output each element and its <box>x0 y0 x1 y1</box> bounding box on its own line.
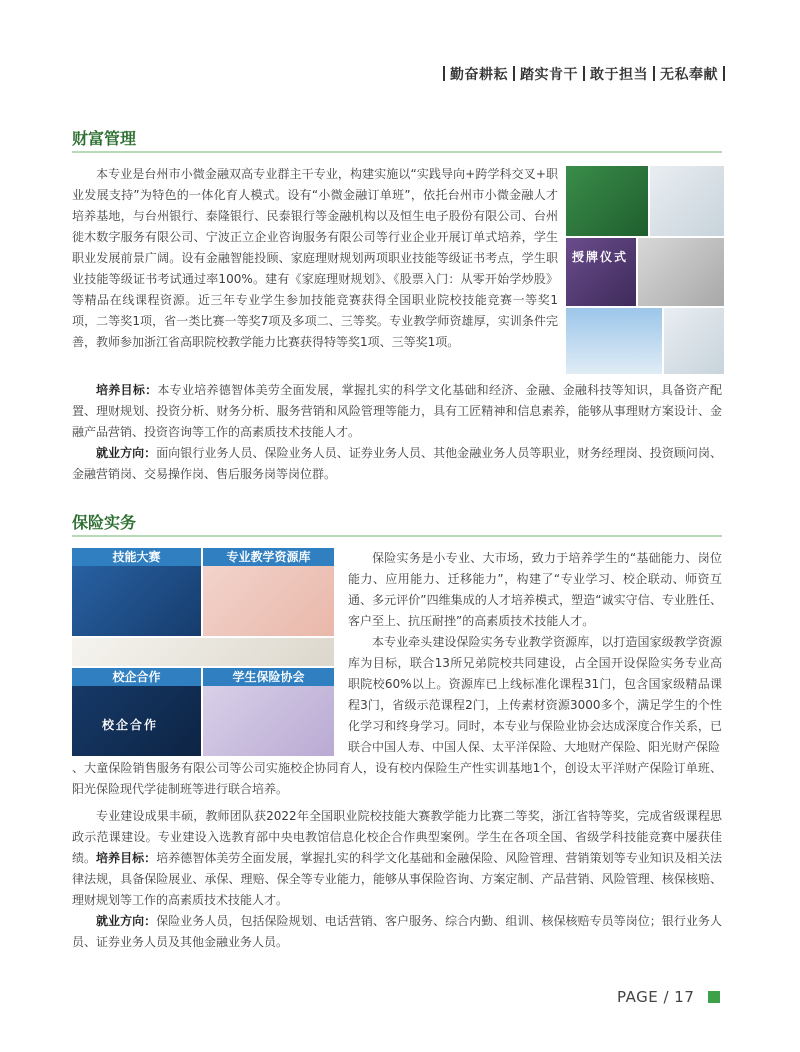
insurance-p2-wrap <box>348 632 722 758</box>
wealth-intro: 本专业是台州市小微金融双高专业群主干专业，构建实施以“实践导向+跨学科交叉+职业发展支持”为特色的一体化育人模式。设有“小微金融订单班”，依托台州市小微金融人才培养基地，与台州银行、泰隆银行、民泰银行等金融机构以及恒生电子股份有限公司、台州徙木数字服务有限公司、宁波正立企业咨询服务有限公司等行业企业开展订单式培养，学生职业发展前景广阔。设有金融智能投顾、家庭理财规划两项职业技能等级证书考点，学生职业技能等级证书考试通过率100%。建有《家庭理财规划》、《股票入门：从零开始学炒股》等精品在线课程资源。近三年专业学生参加技能竞赛获得全国职业院校技能竞赛一等奖1项，二等奖1项，省一类比赛一等奖7项及多项二、三等奖。专业教学师资雄厚，实训条件完善，教师参加浙江省高职院校教学能力比赛获得特等奖1项、三等奖1项。 <box>72 167 558 349</box>
caption: 学生保险协会 <box>203 668 334 686</box>
slogan-4: 无私奉献 <box>660 67 718 83</box>
wealth-photo-collage <box>566 166 724 374</box>
divider <box>443 66 445 81</box>
ceremony-text: 授牌仪式 <box>572 250 629 264</box>
section-rule <box>72 151 722 153</box>
divider <box>583 66 585 81</box>
slogan-2: 踏实肯干 <box>520 67 578 83</box>
photo-certificates <box>72 638 334 666</box>
job-label: 就业方向： <box>96 446 157 460</box>
document-photo <box>664 308 724 374</box>
insurance-p2-continuation: 、大童保险销售服务有限公司等公司实施校企协同育人，设有校内保险生产性实训基地1个，创设太平洋财产保险订单班、阳光保险现代学徒制班等进行联合培养。 <box>72 761 722 796</box>
divider <box>513 66 515 81</box>
group-photo <box>566 308 662 374</box>
slogan-3: 敢于担当 <box>590 67 648 83</box>
insurance-jobs <box>72 911 722 953</box>
goal-text: 本专业培养德智体美劳全面发展，掌握扎实的科学文化基础和经济、金融、金融科技等知识，具备资产配置、理财规划、投资分析、财务分析、服务营销和风险管理等能力，具有工匠精神和信息素养，能够从事理财方案设计、金融产品营销、投资咨询等工作的高素质技术技能人才。 <box>72 383 722 439</box>
insurance-p2-continue <box>72 758 722 800</box>
insurance-photo-collage <box>72 548 334 756</box>
insurance-p3: 专业建设成果丰硕，教师团队获2022年全国职业院校技能大赛教学能力比赛二等奖，浙江省特等奖，完成省级课程思政示范课建设。专业建设入选教育部中央电教馆信息化校企合作典型案例。学生在各项全国、省级学科技能竞赛中屡获佳绩。 <box>72 809 722 865</box>
caption: 技能大赛 <box>72 548 201 566</box>
ceremony-photo <box>566 238 636 306</box>
insurance-p1: 保险实务是小专业、大市场，致力于培养学生的“基础能力、岗位能力、应用能力、迁移能力”，构建了“专业学习、校企联动、师资互通、多元评价”四维集成的人才培养模式，塑造“诚实守信、专业胜任、客户至上、抗压耐挫”的高素质技术技能人才。 <box>348 551 722 628</box>
job-label: 就业方向： <box>96 914 157 928</box>
goal-label: 培养目标： <box>96 851 157 865</box>
section-rule <box>72 535 722 537</box>
certificate-photo <box>638 238 724 306</box>
award-photo <box>566 166 648 236</box>
caption: 专业教学资源库 <box>203 548 334 566</box>
page-number: PAGE / 17 <box>617 988 695 1006</box>
photo-student-association <box>203 668 334 756</box>
job-text: 保险业务人员，包括保险规划、电话营销、客户服务、综合内勤、组训、核保核赔专员等岗位；银行业务人员、证券业务人员及其他金融业务人员。 <box>72 914 722 949</box>
insurance-goal <box>72 848 722 911</box>
photo-school-enterprise <box>72 668 201 756</box>
goal-label: 培养目标： <box>96 383 158 397</box>
banner-text: 校企合作 <box>102 718 159 732</box>
section-title-wealth: 财富管理 <box>72 129 137 148</box>
goal-text: 培养德智体美劳全面发展，掌握扎实的科学文化基础和金融保险、风险管理、营销策划等专业知识及相关法律法规，具备保险展业、承保、理赔、保全等专业能力，能够从事保险咨询、方案定制、产品营销、风险管理、核保核赔、理财规划等工作的高素质技术技能人才。 <box>72 851 722 907</box>
page-marker <box>708 991 720 1003</box>
section-title-insurance: 保险实务 <box>72 513 137 532</box>
divider <box>653 66 655 81</box>
caption: 校企合作 <box>72 668 201 686</box>
photo-resource-library <box>203 548 334 636</box>
wealth-jobs <box>72 443 722 485</box>
insurance-p2-part: 本专业牵头建设保险实务专业教学资源库，以打造国家级教学资源库为目标，联合13所兄弟院校共同建设，占全国开设保险实务专业高职院校60%以上。资源库已上线标准化课程31门，包含国家级精品课程3门，省级示范课程2门，上传素材资源3000多个，满足学生的个性化学习和终身学习。同时，本专业与保险业协会达成深度合作关系，已联合中国人寿、中国人保、太平洋保险、大地财产保险、阳光财产保险 <box>348 635 722 754</box>
job-text: 面向银行业务人员、保险业务人员、证券业务人员、其他金融业务人员等职业，财务经理岗、投资顾问岗、金融营销岗、交易操作岗、售后服务岗等岗位群。 <box>72 446 722 481</box>
wealth-goal <box>72 380 722 443</box>
slogan-1: 勤奋耕耘 <box>450 67 508 83</box>
student-photo <box>650 166 724 236</box>
header-slogan <box>438 64 730 84</box>
divider <box>723 66 725 81</box>
photo-skill-contest <box>72 548 201 636</box>
